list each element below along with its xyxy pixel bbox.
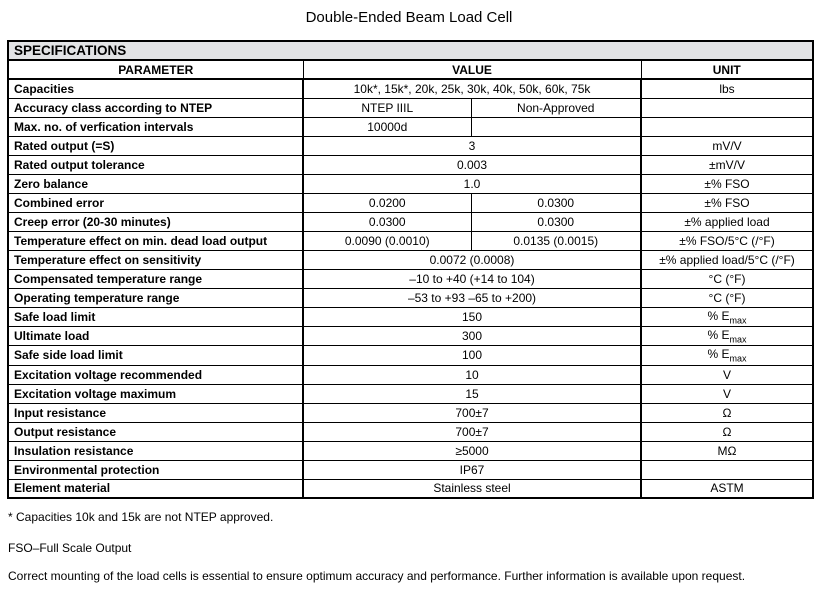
value-cell: ≥5000 bbox=[303, 441, 641, 460]
unit-text: ASTM bbox=[710, 481, 744, 496]
unit-cell bbox=[641, 346, 813, 365]
unit-cell bbox=[641, 403, 813, 422]
unit-text: ±% applied load/5°C (/°F) bbox=[659, 252, 795, 267]
section-header-row bbox=[8, 41, 813, 60]
table-row bbox=[8, 326, 813, 345]
parameter-cell: Excitation voltage recommended bbox=[8, 365, 303, 384]
value-cell-right bbox=[471, 117, 641, 136]
table-row bbox=[8, 250, 813, 269]
value-cell: IP67 bbox=[303, 460, 641, 479]
value-cell: Stainless steel bbox=[303, 479, 641, 498]
parameter-cell: Element material bbox=[8, 479, 303, 498]
unit-cell bbox=[641, 174, 813, 193]
value-cell-right: 0.0135 (0.0015) bbox=[471, 231, 641, 250]
table-row bbox=[8, 155, 813, 174]
value-cell: 1.0 bbox=[303, 174, 641, 193]
unit-text: MΩ bbox=[717, 443, 737, 458]
parameter-cell: Zero balance bbox=[8, 174, 303, 193]
table-row bbox=[8, 269, 813, 288]
table-row bbox=[8, 174, 813, 193]
unit-cell bbox=[641, 422, 813, 441]
table-row bbox=[8, 479, 813, 498]
footnote-fso: FSO–Full Scale Output bbox=[8, 541, 132, 556]
unit-cell bbox=[641, 365, 813, 384]
value-cell-left: 10000d bbox=[303, 117, 471, 136]
specifications-table bbox=[7, 40, 814, 499]
parameter-cell: Operating temperature range bbox=[8, 288, 303, 307]
value-cell-left: 0.0300 bbox=[303, 212, 471, 231]
column-header-value: VALUE bbox=[303, 60, 641, 79]
unit-cell bbox=[641, 231, 813, 250]
unit-cell bbox=[641, 193, 813, 212]
parameter-cell: Output resistance bbox=[8, 422, 303, 441]
parameter-cell: Max. no. of verfication intervals bbox=[8, 117, 303, 136]
table-row bbox=[8, 193, 813, 212]
unit-text: °C (°F) bbox=[708, 290, 746, 305]
value-cell: 700±7 bbox=[303, 422, 641, 441]
value-cell-right: Non-Approved bbox=[471, 98, 641, 117]
parameter-cell: Ultimate load bbox=[8, 326, 303, 345]
unit-subscript: max bbox=[729, 334, 747, 345]
value-cell: 3 bbox=[303, 136, 641, 155]
value-cell: 100 bbox=[303, 346, 641, 365]
unit-subscript: max bbox=[729, 314, 747, 325]
parameter-cell: Environmental protection bbox=[8, 460, 303, 479]
parameter-cell: Insulation resistance bbox=[8, 441, 303, 460]
page-title: Double-Ended Beam Load Cell bbox=[305, 9, 513, 26]
value-cell-right: 0.0300 bbox=[471, 193, 641, 212]
unit-cell bbox=[641, 117, 813, 136]
section-header: SPECIFICATIONS bbox=[8, 41, 813, 60]
value-cell: 0.003 bbox=[303, 155, 641, 174]
unit-text: mV/V bbox=[712, 138, 742, 153]
value-cell: 0.0072 (0.0008) bbox=[303, 250, 641, 269]
value-cell: 150 bbox=[303, 307, 641, 326]
table-row bbox=[8, 460, 813, 479]
value-cell: 10 bbox=[303, 365, 641, 384]
unit-cell bbox=[641, 250, 813, 269]
unit-text: ±mV/V bbox=[709, 157, 745, 172]
parameter-cell: Creep error (20-30 minutes) bbox=[8, 212, 303, 231]
value-cell-left: NTEP IIIL bbox=[303, 98, 471, 117]
table-row bbox=[8, 422, 813, 441]
parameter-cell: Safe load limit bbox=[8, 307, 303, 326]
unit-cell bbox=[641, 136, 813, 155]
unit-text: ±% FSO/5°C (/°F) bbox=[679, 233, 775, 248]
footnotes bbox=[8, 509, 808, 584]
table-row bbox=[8, 212, 813, 231]
parameter-cell: Safe side load limit bbox=[8, 346, 303, 365]
value-cell: –53 to +93 –65 to +200) bbox=[303, 288, 641, 307]
parameter-cell: Excitation voltage maximum bbox=[8, 384, 303, 403]
value-cell: 300 bbox=[303, 326, 641, 345]
value-cell: 15 bbox=[303, 384, 641, 403]
unit-text: ±% applied load bbox=[684, 214, 770, 229]
unit-text: V bbox=[723, 386, 732, 401]
parameter-cell: Rated output tolerance bbox=[8, 155, 303, 174]
value-cell: –10 to +40 (+14 to 104) bbox=[303, 269, 641, 288]
value-cell: 700±7 bbox=[303, 403, 641, 422]
unit-text: V bbox=[723, 367, 732, 382]
table-row bbox=[8, 384, 813, 403]
table-row bbox=[8, 365, 813, 384]
unit-cell bbox=[641, 155, 813, 174]
unit-text: lbs bbox=[719, 81, 735, 96]
parameter-cell: Capacities bbox=[8, 79, 303, 98]
unit-cell bbox=[641, 98, 813, 117]
unit-subscript: max bbox=[729, 353, 747, 364]
footnote-capacities: * Capacities 10k and 15k are not NTEP approved. bbox=[8, 510, 274, 525]
parameter-cell: Input resistance bbox=[8, 403, 303, 422]
table-row bbox=[8, 346, 813, 365]
parameter-cell: Compensated temperature range bbox=[8, 269, 303, 288]
value-cell-left: 0.0200 bbox=[303, 193, 471, 212]
unit-text: ±% FSO bbox=[704, 176, 750, 191]
value-cell-right: 0.0300 bbox=[471, 212, 641, 231]
unit-cell bbox=[641, 288, 813, 307]
parameter-cell: Temperature effect on sensitivity bbox=[8, 250, 303, 269]
table-row bbox=[8, 403, 813, 422]
table-row bbox=[8, 307, 813, 326]
parameter-cell: Rated output (=S) bbox=[8, 136, 303, 155]
unit-text: % E bbox=[707, 347, 730, 362]
table-row bbox=[8, 98, 813, 117]
unit-cell bbox=[641, 479, 813, 498]
table-row bbox=[8, 288, 813, 307]
unit-text: ±% FSO bbox=[704, 195, 750, 210]
unit-text: % E bbox=[707, 327, 730, 342]
table-row bbox=[8, 117, 813, 136]
value-cell: 10k*, 15k*, 20k, 25k, 30k, 40k, 50k, 60k, 75k bbox=[303, 79, 641, 98]
column-header-row bbox=[8, 60, 813, 79]
table-row bbox=[8, 136, 813, 155]
unit-cell bbox=[641, 460, 813, 479]
parameter-cell: Combined error bbox=[8, 193, 303, 212]
table-row bbox=[8, 441, 813, 460]
column-header-unit: UNIT bbox=[641, 60, 813, 79]
unit-cell bbox=[641, 212, 813, 231]
unit-text: Ω bbox=[722, 405, 732, 420]
footnote-mounting: Correct mounting of the load cells is essential to ensure optimum accuracy and performance. Further information is available upon request. bbox=[8, 569, 746, 584]
unit-cell bbox=[641, 307, 813, 326]
unit-cell bbox=[641, 384, 813, 403]
unit-cell bbox=[641, 79, 813, 98]
table-row bbox=[8, 79, 813, 98]
spec-table-body bbox=[8, 79, 813, 498]
column-header-parameter: PARAMETER bbox=[8, 60, 303, 79]
unit-text: % E bbox=[707, 308, 730, 323]
table-row bbox=[8, 231, 813, 250]
parameter-cell: Accuracy class according to NTEP bbox=[8, 98, 303, 117]
value-cell-left: 0.0090 (0.0010) bbox=[303, 231, 471, 250]
unit-text: °C (°F) bbox=[708, 271, 746, 286]
unit-cell bbox=[641, 269, 813, 288]
unit-cell bbox=[641, 326, 813, 345]
unit-cell bbox=[641, 441, 813, 460]
parameter-cell: Temperature effect on min. dead load output bbox=[8, 231, 303, 250]
unit-text: Ω bbox=[722, 424, 732, 439]
